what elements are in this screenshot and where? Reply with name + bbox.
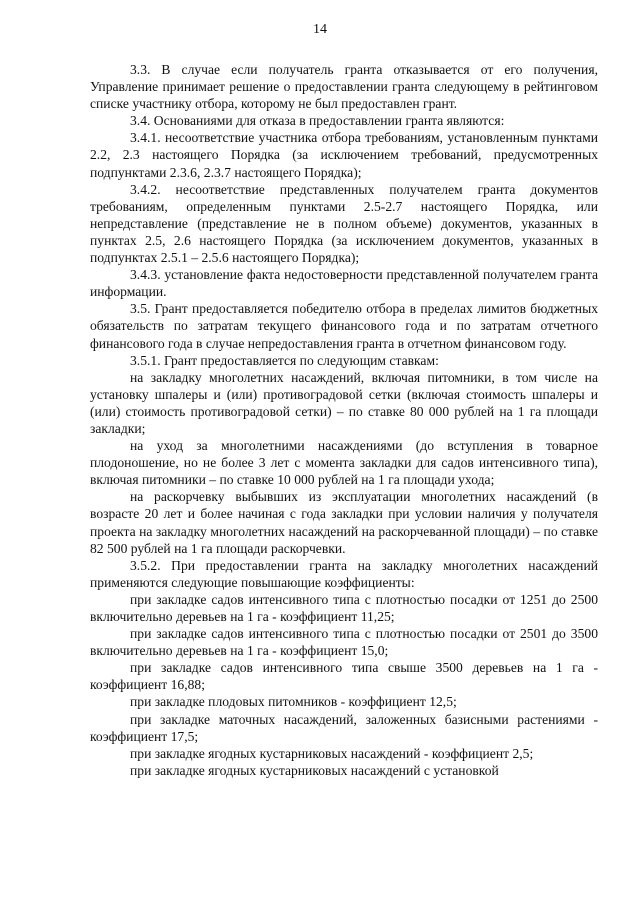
paragraph: 3.4.2. несоответствие представленных получателем гранта документов требованиям, определенным пунктами 2.5-2.7 настоящего Порядка, или непредставление (представление не в полном объеме) документов, указанных в пунктах 2.5, 2.6 настоящего Порядка (за исключением документов, указанных в подпунктах 2.5.1 – 2.5.6 настоящего Порядка); xyxy=(90,181,598,266)
paragraph: при закладке садов интенсивного типа с плотностью посадки от 2501 до 3500 включительно деревьев на 1 га - коэффициент 15,0; xyxy=(90,626,598,659)
paragraph: на раскорчевку выбывших из эксплуатации многолетних насаждений (в возрасте 20 лет и более начиная с года закладки при условии наличия у получателя проекта на закладку многолетних насаждений на раскорчеванной площади) – по ставке 82 500 рублей на 1 га площади раскорчевки. xyxy=(90,489,598,556)
paragraph: на закладку многолетних насаждений, включая питомники, в том числе на установку шпалеры и (или) противоградовой сетки (включая стоимость шпалеры и (или) стоимость противоградовой сетки) – по ставке 80 000 рублей на 1 га площади закладки; xyxy=(90,369,598,436)
paragraph: 3.5.1. Грант предоставляется по следующим ставкам: xyxy=(130,352,439,368)
body-text xyxy=(90,61,598,779)
paragraph: при закладке ягодных кустарниковых насаждений - коэффициент 2,5; xyxy=(130,745,534,761)
paragraph: при закладке плодовых питомников - коэффициент 12,5; xyxy=(130,694,457,710)
paragraph: 3.5. Грант предоставляется победителю отбора в пределах лимитов бюджетных обязательств по затратам текущего финансового года и по затратам отчетного финансового года в случае непредоставления гранта в отчетном финансовом году. xyxy=(90,301,598,351)
paragraph: при закладке ягодных кустарниковых насаждений с установкой xyxy=(130,762,499,778)
paragraph: при закладке садов интенсивного типа с плотностью посадки от 1251 до 2500 включительно деревьев на 1 га - коэффициент 11,25; xyxy=(90,591,598,624)
paragraph: при закладке садов интенсивного типа свыше 3500 деревьев на 1 га - коэффициент 16,88; xyxy=(90,660,598,693)
paragraph: 3.4.1. несоответствие участника отбора требованиям, установленным пунктами 2.2, 2.3 настоящего Порядка (за исключением требований, предусмотренных подпунктами 2.3.6, 2.3.7 настоящего Порядка); xyxy=(90,130,598,180)
paragraph: на уход за многолетними насаждениями (до вступления в товарное плодоношение, но не более 3 лет с момента закладки для садов интенсивного типа), включая питомники – по ставке 10 000 рублей на 1 га площади ухода; xyxy=(90,438,598,488)
paragraph: 3.4.3. установление факта недостоверности представленной получателем гранта информации. xyxy=(90,267,598,300)
paragraph: 3.3. В случае если получатель гранта отказывается от его получения, Управление принимает решение о предоставлении гранта следующему в рейтинговом списке участнику отбора, которому не был предоставлен грант. xyxy=(90,62,598,112)
paragraph: при закладке маточных насаждений, заложенных базисными растениями - коэффициент 17,5; xyxy=(90,711,598,744)
page-number: 14 xyxy=(313,22,327,37)
paragraph: 3.5.2. При предоставлении гранта на закладку многолетних насаждений применяются следующие повышающие коэффициенты: xyxy=(90,557,598,590)
paragraph: 3.4. Основаниями для отказа в предоставлении гранта являются: xyxy=(130,113,505,129)
